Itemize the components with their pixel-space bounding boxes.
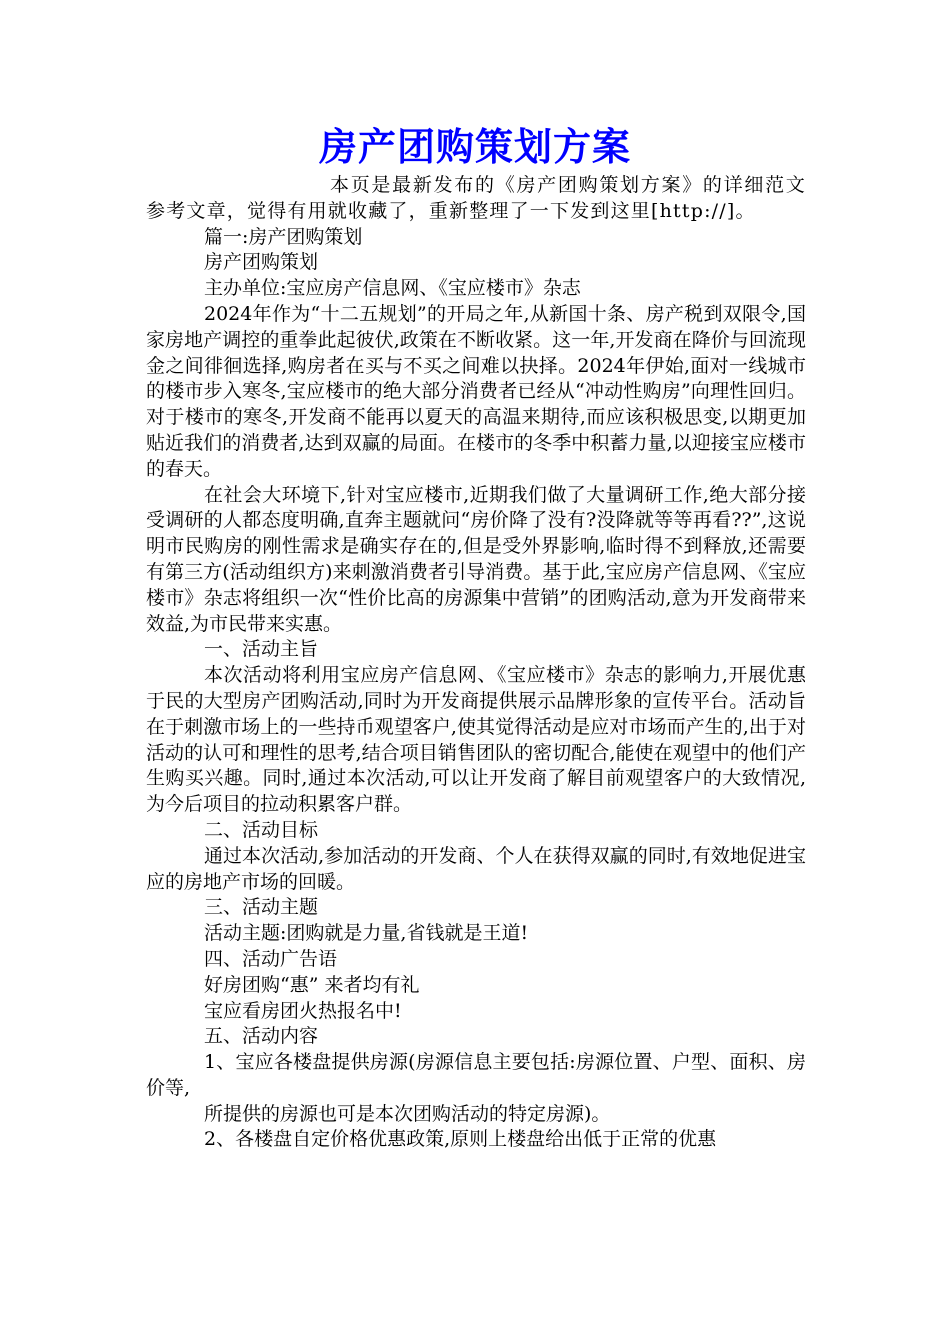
heading-theme: 三、活动主题 (204, 896, 319, 919)
document-title: 房产团购策划方案 (318, 124, 631, 169)
heading-slogan: 四、活动广告语 (204, 947, 338, 970)
paragraph-background: 2024年作为“十二五规划”的开局之年,从新国十条、房产税到双限令,国家房地产调控的重拳此起彼伏,政策在不断收紧。这一年,开发商在降价与回流现金之间徘徊选择,购房者在买与不买之间难以抉择。2024年伊始,面对一线城市的楼市步入寒冬,宝应楼市的绝大部分消费者已经从“冲动性购房”向理性回归。对于楼市的寒冬,开发商不能再以夏天的高温来期待,而应该积极思变,以期更加贴近我们的消费者,达到双赢的局面。在楼市的冬季中积蓄力量,以迎接宝应楼市的春天。 (146, 302, 806, 480)
content-item-1: 1、宝应各楼盘提供房源(房源信息主要包括:房源位置、户型、面积、房价等, (146, 1051, 806, 1099)
content-item-1-continued: 所提供的房源也可是本次团购活动的特定房源)。 (204, 1102, 611, 1125)
heading-goal: 二、活动目标 (204, 818, 319, 841)
slogan-line-2: 宝应看房团火热报名中! (204, 999, 402, 1022)
heading-content: 五、活动内容 (204, 1025, 319, 1048)
organizer: 主办单位:宝应房产信息网、《宝应楼市》杂志 (204, 277, 581, 300)
paragraph-purpose: 本次活动将利用宝应房产信息网、《宝应楼市》杂志的影响力,开展优惠于民的大型房产团购活动,同时为开发商提供展示品牌形象的宣传平台。活动旨在于刺激市场上的一些持币观望客户,使其觉得活动是应对市场而产生的,出于对活动的认可和理性的思考,结合项目销售团队的密切配合,能使在观望中的他们产生购买兴趣。同时,通过本次活动,可以让开发商了解目前观望客户的大致情况,为今后项目的拉动积累客户群。 (146, 664, 806, 816)
heading-purpose: 一、活动主旨 (204, 638, 319, 661)
paragraph-research: 在社会大环境下,针对宝应楼市,近期我们做了大量调研工作,绝大部分接受调研的人都态度明确,直奔主题就问“房价降了没有?没降就等等再看??”,这说明市民购房的刚性需求是确实存在的,但是受外界影响,临时得不到释放,还需要有第三方(活动组织方)来刺激消费者引导消费。基于此,宝应房产信息网、《宝应楼市》杂志将组织一次“性价比高的房源集中营销”的团购活动,意为开发商带来效益,为市民带来实惠。 (146, 483, 806, 635)
paragraph-goal: 通过本次活动,参加活动的开发商、个人在获得双赢的同时,有效地促进宝应的房地产市场的回暖。 (146, 844, 806, 893)
slogan-line-1: 好房团购“惠” 来者均有礼 (204, 973, 420, 996)
theme-line: 活动主题:团购就是力量,省钱就是王道! (204, 922, 529, 945)
section-heading: 篇一:房产团购策划 (204, 225, 363, 248)
intro-paragraph: 本页是最新发布的《房产团购策划方案》的详细范文参考文章，觉得有用就收藏了，重新整理了一下发到这里[http://]。 (146, 174, 806, 222)
document-body (146, 173, 806, 1153)
subtitle: 房产团购策划 (204, 251, 319, 274)
content-item-2: 2、各楼盘自定价格优惠政策,原则上楼盘给出低于正常的优惠 (204, 1128, 717, 1151)
